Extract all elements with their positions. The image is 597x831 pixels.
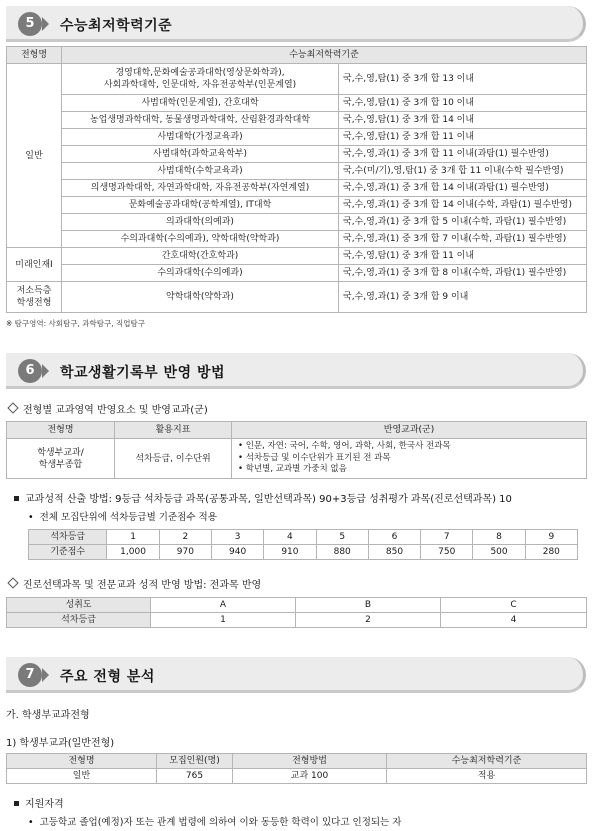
subjects-cell <box>232 439 587 479</box>
subsection-1: 1) 학생부교과(일반전형) <box>6 738 115 749</box>
section-number: 5 <box>18 12 42 36</box>
table-cell: 6 <box>368 530 420 545</box>
table-cell: C <box>441 598 587 613</box>
list-item: • 인문, 자연: 국어, 수학, 영어, 과학, 사회, 한국사 전과목 <box>238 441 584 453</box>
subheading <box>6 576 261 591</box>
std-cell: 국,수,영,탐(1) 중 3개 합 11 이내 <box>339 248 587 265</box>
table-cell: 765 <box>157 769 233 784</box>
table-cell: A <box>151 598 296 613</box>
dept-cell: 수의과대학(수의예과), 약학대학(약학과) <box>62 231 339 248</box>
qualification-item-text: 고등학교 졸업(예정)자 또는 관계 법령에 의하여 이와 동등한 학력이 있다고 인정되는 자 <box>39 817 402 828</box>
subheading-text: 전형별 교과영역 반영요소 및 반영교과(군) <box>23 405 208 416</box>
table-cell: 2 <box>296 613 441 628</box>
table-cell: 8 <box>473 530 525 545</box>
list-item: • 학년별, 교과별 가중치 없음 <box>238 464 584 476</box>
calc-method <box>6 490 512 505</box>
table-cell: 1,000 <box>107 545 159 560</box>
dept-cell: 수의과대학(수의예과) <box>62 265 339 282</box>
header-cell: 수능최저학력기준 <box>62 47 587 64</box>
table-cell: B <box>296 598 441 613</box>
subject-table <box>6 421 587 479</box>
dept-cell: 사범대학(과학교육학부) <box>62 146 339 163</box>
section-5-header <box>6 6 586 42</box>
dept-cell: 의과대학(의예과) <box>62 214 339 231</box>
header-cell: 반영교과(군) <box>232 422 587 439</box>
std-cell: 국,수,영,탐(1) 중 3개 합 11 이내 <box>339 129 587 146</box>
dept-cell: 간호대학(간호학과) <box>62 248 339 265</box>
achievement-table <box>6 597 587 628</box>
table-cell: 9 <box>525 530 577 545</box>
std-cell: 국,수,영,과(1) 중 3개 합 8 이내(수학, 과탐(1) 필수반영) <box>339 265 587 282</box>
header-cell: 기준점수 <box>29 545 107 560</box>
section-number: 7 <box>18 663 42 687</box>
section-title: 학교생활기록부 반영 방법 <box>60 365 226 381</box>
min-standard-table <box>6 46 587 313</box>
list-item: • 석차등급 및 이수단위가 표기된 전 과목 <box>238 453 584 465</box>
table-cell: 500 <box>473 545 525 560</box>
header-cell: 모집인원(명) <box>157 754 233 769</box>
footnote: ※ 탐구영역: 사회탐구, 과학탐구, 직업탐구 <box>6 319 146 328</box>
qualification-title-text: 지원자격 <box>25 799 64 810</box>
header-cell: 전형명 <box>7 422 115 439</box>
section-arrow-icon <box>42 17 49 31</box>
dept-cell: 사범대학(인문계열), 간호대학 <box>62 95 339 112</box>
grade-score-table <box>28 529 578 560</box>
section-7-header <box>6 657 586 693</box>
header-cell: 석차등급 <box>29 530 107 545</box>
table-cell: 3 <box>211 530 263 545</box>
table-cell: 850 <box>368 545 420 560</box>
group-cell: 저소득층 학생전형 <box>7 282 62 313</box>
subheading <box>6 401 208 416</box>
dept-cell: 약학대학(약학과) <box>62 282 339 313</box>
section-title: 수능최저학력기준 <box>60 18 173 34</box>
dept-cell: 사범대학(가정교육과) <box>62 129 339 146</box>
table-cell: 4 <box>264 530 316 545</box>
dept-cell: 농업생명과학대학, 동물생명과학대학, 산림환경과학대학 <box>62 112 339 129</box>
std-cell: 국,수,영,과(1) 중 3개 합 14 이내(과탐(1) 필수반영) <box>339 180 587 197</box>
std-cell: 국,수,영,과(1) 중 3개 합 14 이내(수학, 과탐(1) 필수반영) <box>339 197 587 214</box>
subheading-text: 진로선택과목 및 전문교과 성적 반영 방법: 전과목 반영 <box>23 580 262 591</box>
table-cell: 교과 100 <box>233 769 387 784</box>
table-cell: 910 <box>264 545 316 560</box>
table-cell: 4 <box>441 613 587 628</box>
header-cell: 수능최저학력기준 <box>387 754 587 769</box>
table-cell: 1 <box>107 530 159 545</box>
dept-cell: 경영대학,문화예술공과대학(영상문화학과), 사회과학대학, 인문대학, 자유전공학부(인문계열) <box>62 64 339 95</box>
group-cell: 미래인재Ⅰ <box>7 248 62 282</box>
table-cell: 880 <box>316 545 368 560</box>
diamond-bullet-icon <box>7 577 18 588</box>
square-bullet-icon <box>14 496 19 501</box>
table-cell: 7 <box>421 530 473 545</box>
dot-bullet-icon: • <box>28 817 34 828</box>
section-6-header <box>6 353 586 389</box>
name-cell: 학생부교과/ 학생부종합 <box>7 439 115 479</box>
table-cell: 2 <box>159 530 211 545</box>
std-cell: 국,수,영,탐(1) 중 3개 합 10 이내 <box>339 95 587 112</box>
diamond-bullet-icon <box>7 402 18 413</box>
table-cell: 280 <box>525 545 577 560</box>
dept-cell: 문화예술공과대학(공학계열), IT대학 <box>62 197 339 214</box>
index-cell: 석차등급, 이수단위 <box>115 439 232 479</box>
group-cell: 일반 <box>7 64 62 248</box>
header-cell: 성취도 <box>7 598 151 613</box>
table-cell: 750 <box>421 545 473 560</box>
square-bullet-icon <box>14 801 19 806</box>
section-number: 6 <box>18 359 42 383</box>
header-cell: 전형명 <box>7 754 157 769</box>
dept-cell: 의생명과학대학, 자연과학대학, 자유전공학부(자연계열) <box>62 180 339 197</box>
qualification-item <box>6 814 401 828</box>
std-cell: 국,수,영,과(1) 중 3개 합 9 이내 <box>339 282 587 313</box>
calc-sub <box>6 509 217 523</box>
table-cell: 일반 <box>7 769 157 784</box>
std-cell: 국,수,영,탐(1) 중 3개 합 13 이내 <box>339 64 587 95</box>
section-title: 주요 전형 분석 <box>60 669 155 685</box>
calc-text: 교과성적 산출 방법: 9등급 석차등급 과목(공통과목, 일반선택과목) 90+3등급 성취평가 과목(진로선택과목) 10 <box>25 494 512 505</box>
admission-table <box>6 753 587 784</box>
std-cell: 국,수,영,과(1) 중 3개 합 7 이내(수학, 과탐(1) 필수반영) <box>339 231 587 248</box>
section-arrow-icon <box>42 668 49 682</box>
table-cell: 940 <box>211 545 263 560</box>
table-cell: 5 <box>316 530 368 545</box>
table-cell: 970 <box>159 545 211 560</box>
std-cell: 국,수,영,과(1) 중 3개 합 11 이내(과탐(1) 필수반영) <box>339 146 587 163</box>
header-cell: 활용지표 <box>115 422 232 439</box>
header-cell: 전형방법 <box>233 754 387 769</box>
table-cell: 적용 <box>387 769 587 784</box>
std-cell: 국,수,영,과(1) 중 3개 합 5 이내(수학, 과탐(1) 필수반영) <box>339 214 587 231</box>
header-cell: 전형명 <box>7 47 62 64</box>
header-cell: 석차등급 <box>7 613 151 628</box>
dot-bullet-icon: • <box>28 512 34 523</box>
calc-sub-text: 전체 모집단위에 석차등급별 기준점수 적용 <box>39 512 217 523</box>
dept-cell: 사범대학(수학교육과) <box>62 163 339 180</box>
table-cell: 1 <box>151 613 296 628</box>
std-cell: 국,수,영,탐(1) 중 3개 합 14 이내 <box>339 112 587 129</box>
section-arrow-icon <box>42 364 49 378</box>
subsection-a: 가. 학생부교과전형 <box>6 710 90 721</box>
std-cell: 국,수(미/기),영,탐(1) 중 3개 합 11 이내(수학 필수반영) <box>339 163 587 180</box>
qualification-title <box>6 795 64 810</box>
